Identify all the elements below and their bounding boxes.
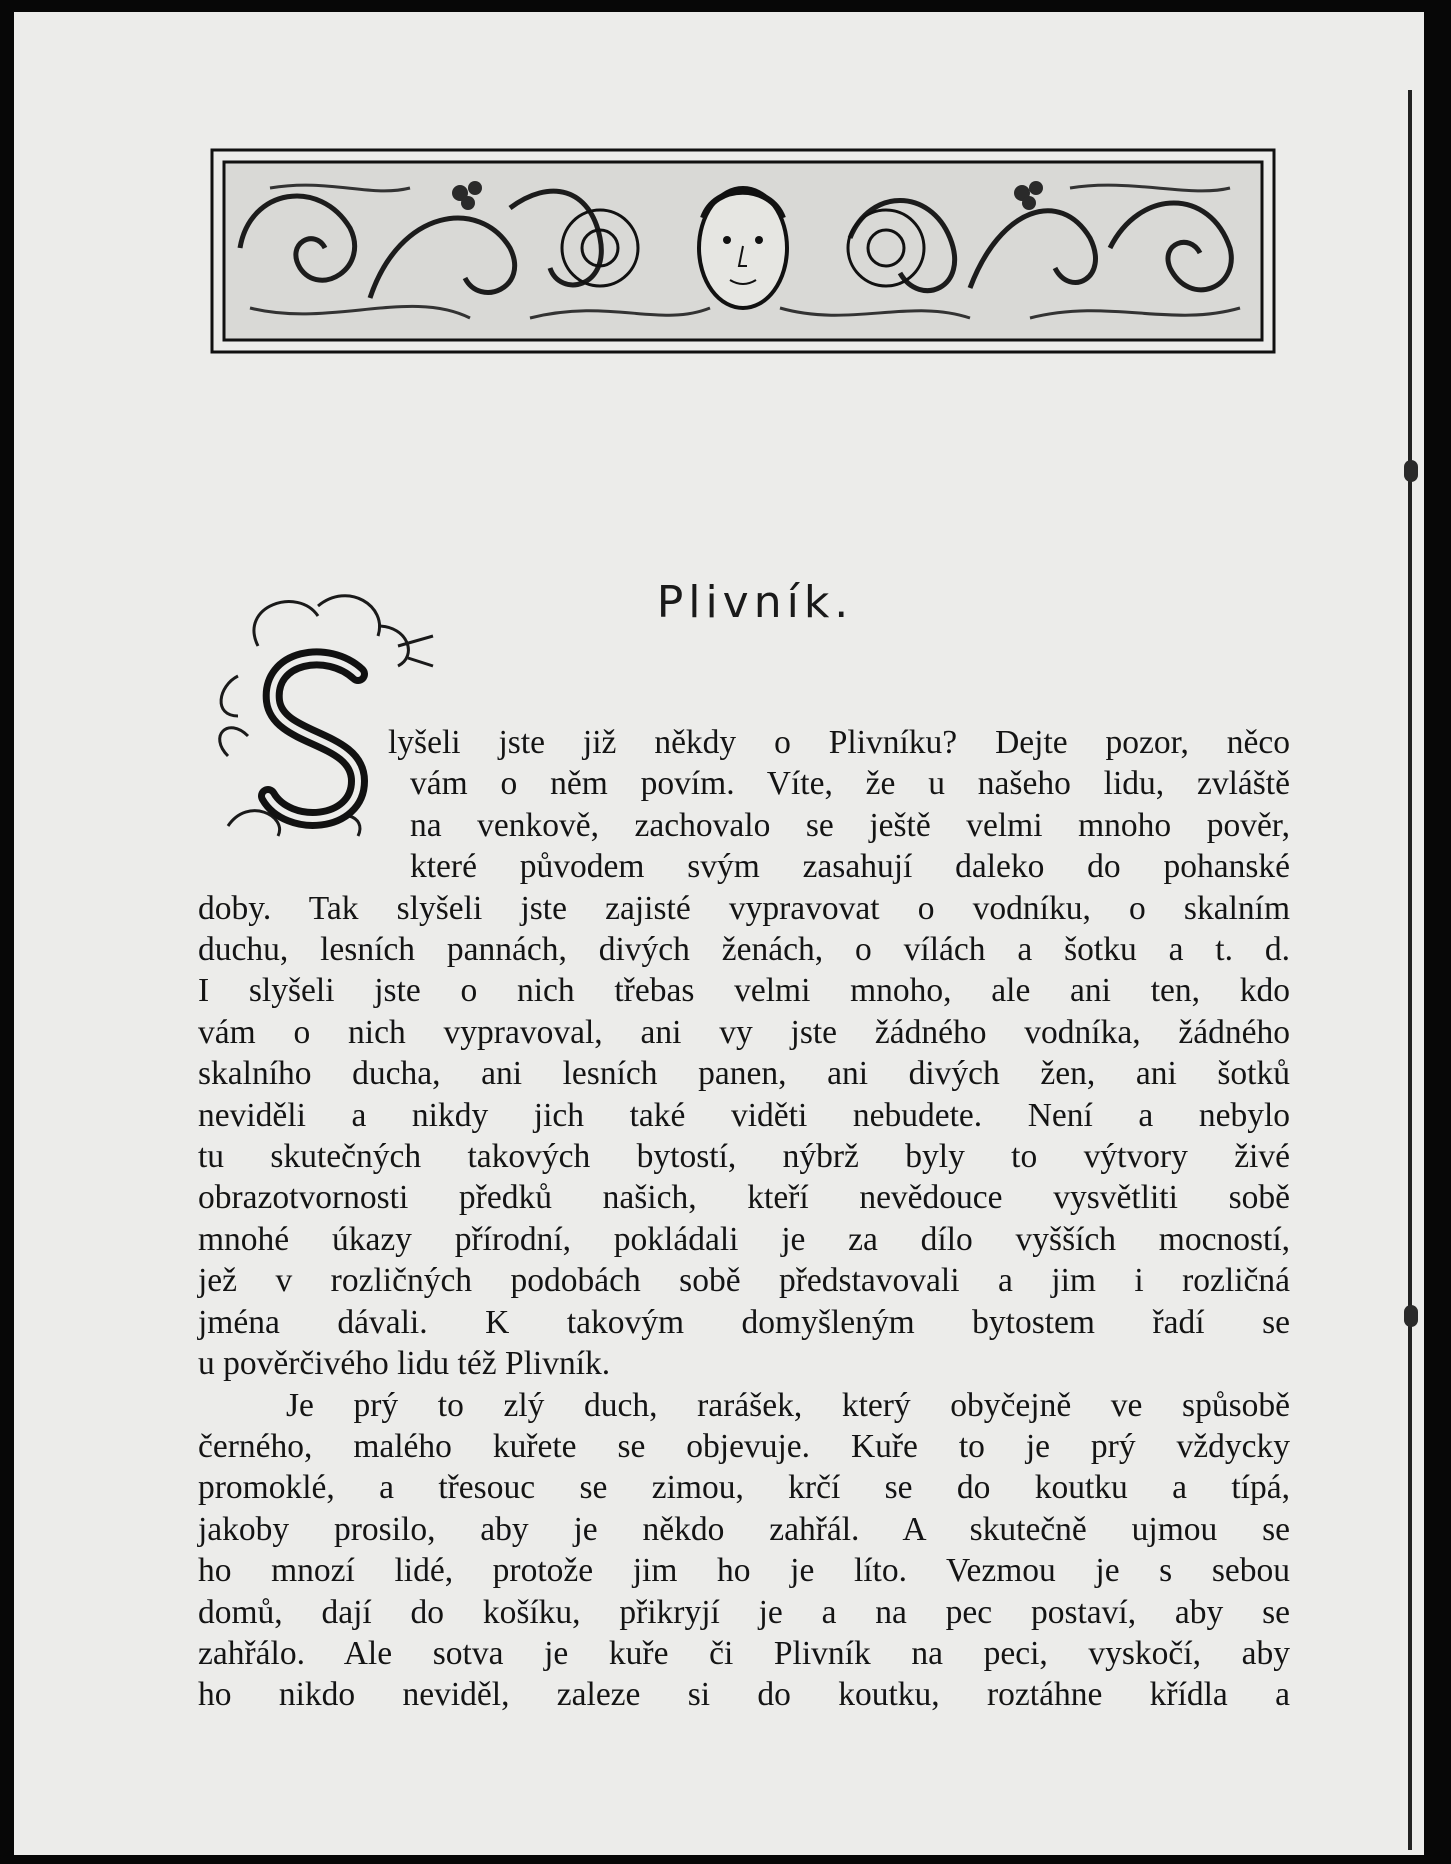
text-line: vám o nich vypravoval, ani vy jste žádného vodníka, žádného bbox=[198, 1013, 1290, 1051]
text-line: skalního ducha, ani lesních panen, ani divých žen, ani šotků bbox=[198, 1055, 1290, 1093]
text-line: I slyšeli jste o nich třebas velmi mnoho, ale ani ten, kdo bbox=[198, 972, 1290, 1010]
binding-mark bbox=[1404, 460, 1418, 482]
text-line: doby. Tak slyšeli jste zajisté vypravovat o vodníku, o skalním bbox=[198, 889, 1290, 927]
text-line: ho nikdo neviděl, zaleze si do koutku, roztáhne křídla a bbox=[198, 1676, 1290, 1714]
text-line: duchu, lesních pannách, divých ženách, o vílách a šotku a t. d. bbox=[198, 931, 1290, 969]
text-line: Je prý to zlý duch, rarášek, který obyčejně ve spůsobě bbox=[286, 1386, 1290, 1424]
text-line: vám o něm povím. Víte, že u našeho lidu, zvláště bbox=[410, 765, 1290, 803]
text-line: jakoby prosilo, aby je někdo zahřál. A skutečně ujmou se bbox=[198, 1510, 1290, 1548]
text-line: mnohé úkazy přírodní, pokládali je za dílo vyšších mocností, bbox=[198, 1220, 1290, 1258]
text-line: černého, malého kuřete se objevuje. Kuře to je prý vždycky bbox=[198, 1427, 1290, 1465]
body-text bbox=[198, 722, 1290, 1716]
text-line: zahřálo. Ale sotva je kuře či Plivník na peci, vyskočí, aby bbox=[198, 1634, 1290, 1672]
text-line: promoklé, a třesouc se zimou, krčí se do koutku a típá, bbox=[198, 1469, 1290, 1507]
text-line: u pověrčivého lidu též Plivník. bbox=[198, 1345, 611, 1383]
chapter-title: Plivník. bbox=[656, 577, 854, 629]
text-line: tu skutečných takových bytostí, nýbrž byly to výtvory živé bbox=[198, 1138, 1290, 1176]
text-line: na venkově, zachovalo se ještě velmi mnoho pověr, bbox=[410, 806, 1290, 844]
text-line: neviděli a nikdy jich také viděti nebudete. Není a nebylo bbox=[198, 1096, 1290, 1134]
text-line: lyšeli jste již někdy o Plivníku? Dejte pozor, něco bbox=[388, 724, 1290, 761]
page-edge bbox=[1408, 90, 1412, 1850]
text-line: obrazotvornosti předků našich, kteří nevědouce vysvětliti sobě bbox=[198, 1179, 1290, 1217]
text-line: jež v rozličných podobách sobě představovali a jim i rozličná bbox=[198, 1262, 1290, 1300]
text-line: domů, dají do košíku, přikryjí je a na pec postaví, aby se bbox=[198, 1593, 1290, 1631]
text-line: jména dávali. K takovým domyšleným bytostem řadí se bbox=[198, 1303, 1290, 1341]
binding-mark bbox=[1404, 1305, 1418, 1327]
text-line: které původem svým zasahují daleko do pohanské bbox=[410, 848, 1290, 886]
ornamental-headpiece bbox=[210, 148, 1276, 354]
text-line: ho mnozí lidé, protože jim ho je líto. Vezmou je s sebou bbox=[198, 1552, 1290, 1590]
